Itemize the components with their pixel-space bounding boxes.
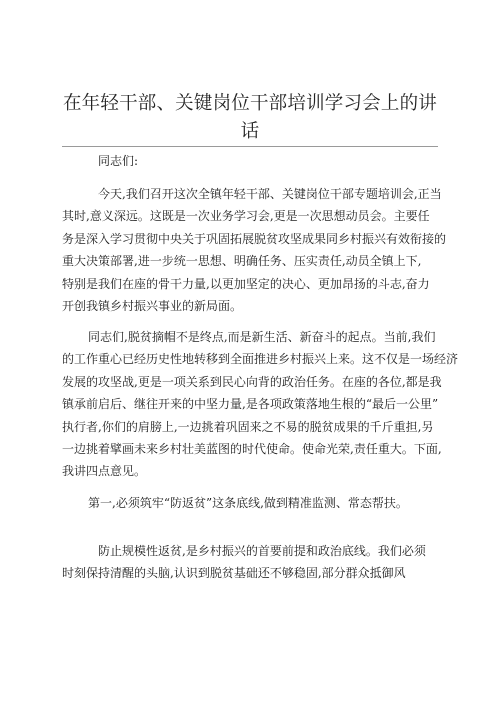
paragraph-1-line: 特别是我们在座的骨干力量,以更加坚定的决心、更加昂扬的斗志,奋力 bbox=[62, 276, 430, 291]
paragraph-1-line: 其时,意义深远。这既是一次业务学习会,更是一次思想动员会。主要任 bbox=[62, 209, 430, 224]
paragraph-3-heading bbox=[62, 492, 438, 514]
paragraph-2-line: 同志们,脱贫摘帽不是终点,而是新生活、新奋斗的起点。当前,我们 bbox=[88, 330, 436, 344]
paragraph-1-line: 务是深入学习贯彻中央关于巩固拓展脱贫攻坚成果同乡村振兴有效衔接的 bbox=[62, 231, 447, 246]
title-line-2: 话 bbox=[240, 121, 260, 142]
paragraph-1-line: 开创我镇乡村振兴事业的新局面。 bbox=[62, 299, 243, 314]
paragraph-2-line: 镇承前启后、继往开来的中坚力量,是各项政策落地生根的“最后一公里” bbox=[62, 397, 439, 412]
paragraph-2-line: 一边挑着擘画未来乡村壮美蓝图的时代使命。使命光荣,责任重大。下面, bbox=[62, 442, 442, 457]
paragraph-2-line: 的工作重心已经历史性地转移到全面推进乡村振兴上来。这不仅是一场经济 bbox=[62, 352, 459, 367]
paragraph-1-line: 今天,我们召开这次全镇年轻干部、关键岗位干部专题培训会,正当 bbox=[98, 187, 442, 201]
paragraph-2-line: 发展的攻坚战,更是一项关系到民心向背的政治任务。在座的各位,都是我 bbox=[62, 374, 442, 389]
paragraph-1-line: 重大决策部署,进一步统一思想、明确任务、压实责任,动员全镇上下, bbox=[62, 254, 422, 269]
paragraph-2-line: 我讲四点意见。 bbox=[62, 464, 147, 479]
paragraph-2-line: 执行者,你们的肩膀上,一边挑着巩固来之不易的脱贫成果的千斤重担,另 bbox=[62, 419, 434, 434]
title-line-1: 在年轻干部、关键岗位干部培训学习会上的讲 bbox=[62, 93, 437, 114]
document-title bbox=[62, 90, 438, 146]
paragraph-4-line: 防止规模性返贫,是乡村振兴的首要前提和政治底线。我们必须 bbox=[98, 544, 426, 558]
salutation: 同志们: bbox=[98, 154, 139, 168]
paragraph-4-line: 时刻保持清醒的头脑,认识到脱贫基础还不够稳固,部分群众抵御风 bbox=[62, 566, 406, 581]
paragraph-4 bbox=[62, 540, 438, 585]
paragraph-1 bbox=[62, 183, 447, 317]
title-divider bbox=[62, 146, 438, 147]
paragraph-2 bbox=[62, 326, 459, 483]
paragraph-3-line: 第一,必须筑牢“防返贫”这条底线,做到精准监测、常态帮扶。 bbox=[88, 496, 408, 510]
